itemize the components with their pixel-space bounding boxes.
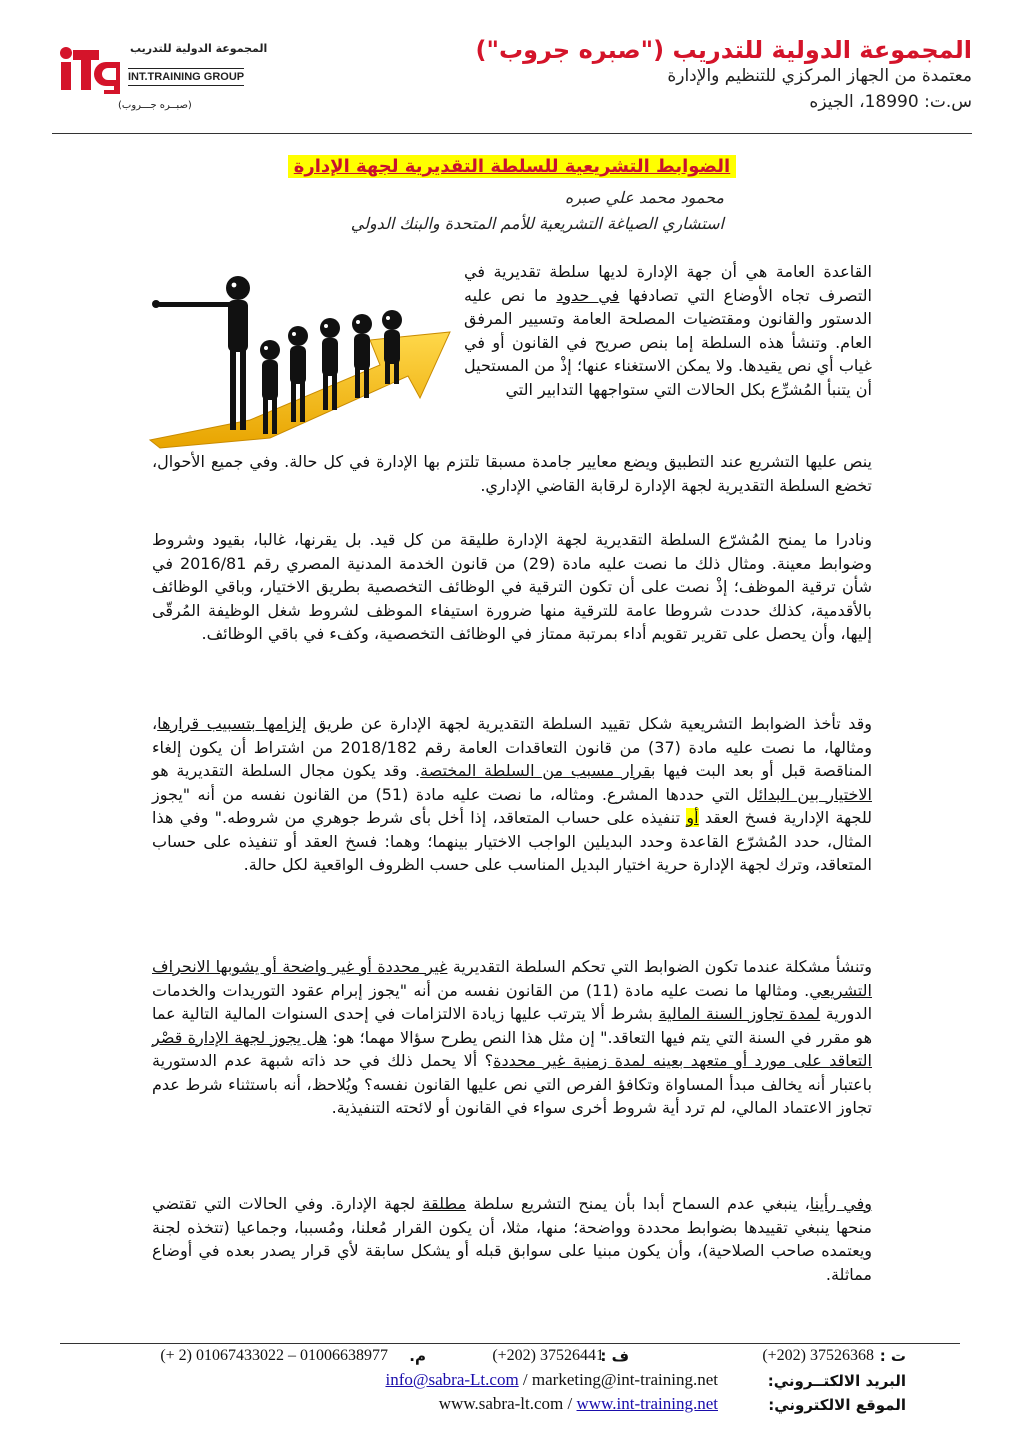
footer-divider	[60, 1343, 960, 1344]
p3-underline-c: الاختيار بين البدائل	[746, 784, 872, 804]
p4-text-c: بشرط ألا يترتب عليها زيادة الالتزامات في إحدى السنوات المالية التالية عما هو مقرر في السنة التي يتم فيها التعاقد." إن مثل هذا النص يطرح سؤالا مهما؛ هو:	[152, 1004, 873, 1047]
p4-text-b: . ومثالها ما نصت عليه مادة (11) من القانون نفسه من أنه "يجوز إبرام عقود التوريدات والخدمات الدورية	[152, 980, 873, 1023]
p3-text-b: ، ومثالها، ما نصت عليه مادة (37) من قانون التعاقدات العامة رقم 2018/182 من اشتراط أن يكون إلغاء المناقصة قبل أو بعد البت فيها	[152, 714, 873, 780]
article-author: محمود محمد علي صبره	[564, 188, 724, 207]
p3-underline-b: بقرار مسبب من السلطة المختصة	[420, 761, 656, 780]
p1-underline-a: في حدود	[556, 285, 620, 305]
p3-text-a: وقد تأخذ الضوابط التشريعية شكل تقييد السلطة التقديرية لجهة الإدارة عن طريق	[306, 714, 873, 733]
mobile-numbers: (+ 2) 01067433022 – 01006638977	[160, 1347, 388, 1364]
email-separator: /	[518, 1370, 532, 1389]
mobile-label: م.	[409, 1347, 426, 1365]
email-secondary: marketing@int-training.net	[531, 1370, 718, 1389]
p4-underline-a: غير محددة أو غير واضحة أو يشوبها الانحراف التشريعي	[152, 957, 872, 1000]
p1-text-b: ما نص عليه الدستور والقانون ومقتضيات المصلحة العامة وتسيير المرفق العام. وتنشأ هذه السلطة إما بنص صريح في القانون أو في غياب أي نص يقيدها. ولا يمكن الاستغناء عنها؛ إذْ من المستحيل أن يتنبأ المُشرِّع بكل الحالات التي ستواجهها التدابير التي	[464, 285, 872, 399]
p3-underline-a: إلزامها بتسبيب قرارها	[157, 714, 307, 733]
p5-underline-a: وفي رأينا	[809, 1194, 873, 1213]
p4-text-d: ؟ ألا يحمل ذلك في حد ذاته شبهة عدم الدستورية باعتبار أنه يخالف مبدأ المساواة وتكافؤ الفرص التي نص عليها القانون نفسه؟ ويُلاحظ، أنه باستثناء شرط عدم تجاوز الاعتماد المالي، لم ترد أية شروط أخرى سواء في القانون أو لائحته التنفيذية.	[152, 1051, 872, 1117]
website-separator: /	[563, 1394, 577, 1413]
article-author-role: استشاري الصياغة التشريعية للأمم المتحدة والبنك الدولي	[350, 214, 724, 233]
p3-text-d: التي حددها المشرع. ومثاله، ما نصت عليه مادة (51) من القانون نفسه من أنه "يجوز للجهة الإدارية فسخ العقد	[152, 784, 872, 827]
org-name: المجموعة الدولية للتدريب ("صبره جروب")	[475, 36, 972, 64]
paragraph-opinion	[152, 1192, 872, 1286]
p3-text-e: تنفيذه على حساب المتعاقد، إذا أخل بأى شرط جوهري من شروطه." وفي هذا المثال، حدد المُشرّع القاعدة وحدد البديلين الواجب الاختيار بينهما؛ وهما: فسخ العقد أو تنفيذه على حساب المتعاقد، وترك لجهة الإدارة حرية اختيار البديل المناسب على حسب الظروف الواقعية لكل حالة.	[152, 808, 872, 874]
org-address: س.ت: 18990، الجيزه	[809, 92, 972, 112]
p5-text-a: ، ينبغي عدم السماح أبدا بأن يمنح التشريع سلطة	[466, 1194, 810, 1213]
fax-label: ف :	[600, 1347, 629, 1365]
paragraph-procurement-example	[152, 712, 872, 877]
leader-pointing-team-on-arrow-illustration	[130, 270, 460, 450]
itg-logo-icon	[58, 44, 126, 94]
paragraph-problem	[152, 955, 872, 1120]
p5-underline-b: مطلقة	[422, 1194, 467, 1213]
paragraph-civil-service-example: ونادرا ما يمنح المُشرّع السلطة التقديرية لجهة الإدارة طليقة من كل قيد. بل يقرنها، غالبا، بقيود وشروط وضوابط معينة. ومثال ذلك ما نصت عليه مادة (29) من قانون الخدمة المدنية المصري رقم 2016/81 في شأن ترقية الموظف؛ إذْ نصت على أن تكون الترقية في الوظائف التخصصية بطريق الاختيار، وباقي الوظائف بالأقدمية، كذلك حددت شروطا عامة للترقية منها ضرورة استيفاء الموظف لشروط شغل الوظيفة المُرقّى إليها، وأن يحصل على تقرير تقويم أداء بمرتبة ممتاز في الوظائف التخصصية، وكفء في باقي الوظائف.	[152, 530, 872, 643]
website-link[interactable]: www.int-training.net	[576, 1394, 718, 1413]
website-label: الموقع الالكتروني:	[768, 1396, 906, 1414]
website-plain: www.sabra-lt.com	[438, 1394, 564, 1413]
email-link[interactable]: info@sabra-Lt.com	[385, 1370, 519, 1389]
logo-brand: (صبــره جـــروب)	[118, 100, 192, 111]
page-header	[0, 0, 1024, 140]
article-title	[0, 156, 1024, 177]
fax-number: (+202) 37526441	[492, 1347, 604, 1364]
itg-logo	[58, 38, 268, 122]
email-row	[385, 1370, 718, 1390]
org-accreditation: معتمدة من الجهاز المركزي للتنظيم والإدارة	[667, 66, 972, 86]
paragraph-intro	[464, 260, 872, 401]
p4-underline-b: لمدة تجاوز السنة المالية	[658, 1004, 821, 1023]
logo-english-name: INT.TRAINING GROUP	[128, 68, 244, 86]
logo-arabic-name: المجموعة الدولية للتدريب	[130, 42, 268, 55]
email-label: البريد الالكتــروني:	[767, 1372, 906, 1390]
tel-number: (+202) 37526368	[762, 1347, 874, 1364]
p4-text-a: وتنشأ مشكلة عندما تكون الضوابط التي تحكم السلطة التقديرية	[447, 957, 872, 976]
p3-text-c: . وقد يكون مجال السلطة التقديرية هو	[152, 761, 421, 780]
p1-text-a: القاعدة العامة هي أن جهة الإدارة لديها سلطة تقديرية في التصرف تجاه الأوضاع التي تصادفها	[464, 262, 873, 305]
page-footer	[0, 1346, 1024, 1446]
website-row	[439, 1394, 718, 1414]
article-title-text: الضوابط التشريعية للسلطة التقديرية لجهة الإدارة	[288, 155, 736, 178]
paragraph-intro-tail: ينص عليها التشريع عند التطبيق ويضع معايير جامدة مسبقا تلتزم بها الإدارة في كل حالة. وفي جميع الأحوال، تخضع السلطة التقديرية لجهة الإدارة لرقابة القاضي الإداري.	[152, 452, 872, 495]
tel-label: ت :	[879, 1347, 906, 1365]
p5-text-b: لجهة الإدارة. وفي الحالات التي تقتضي منحها ينبغي تقييدها بضوابط محددة وواضحة؛ منها، مثلا، أن يكون القرار مُعلنا، ومُسببا، وجماعيا (تتخذه لجنة ويعتمده صاحب الصلاحية)، وأن يكون مبنيا على سوابق قبله أو يشكل سابقة لأي قرار يصدر بعده في أوضاع مماثلة.	[152, 1194, 872, 1284]
p3-highlight: أو	[686, 808, 699, 827]
p4-underline-c: هل يجوز لجهة الإدارة قصْر التعاقد على مورد أو متعهد بعينه لمدة زمنية غير محددة	[152, 1027, 872, 1070]
header-divider	[52, 133, 972, 134]
